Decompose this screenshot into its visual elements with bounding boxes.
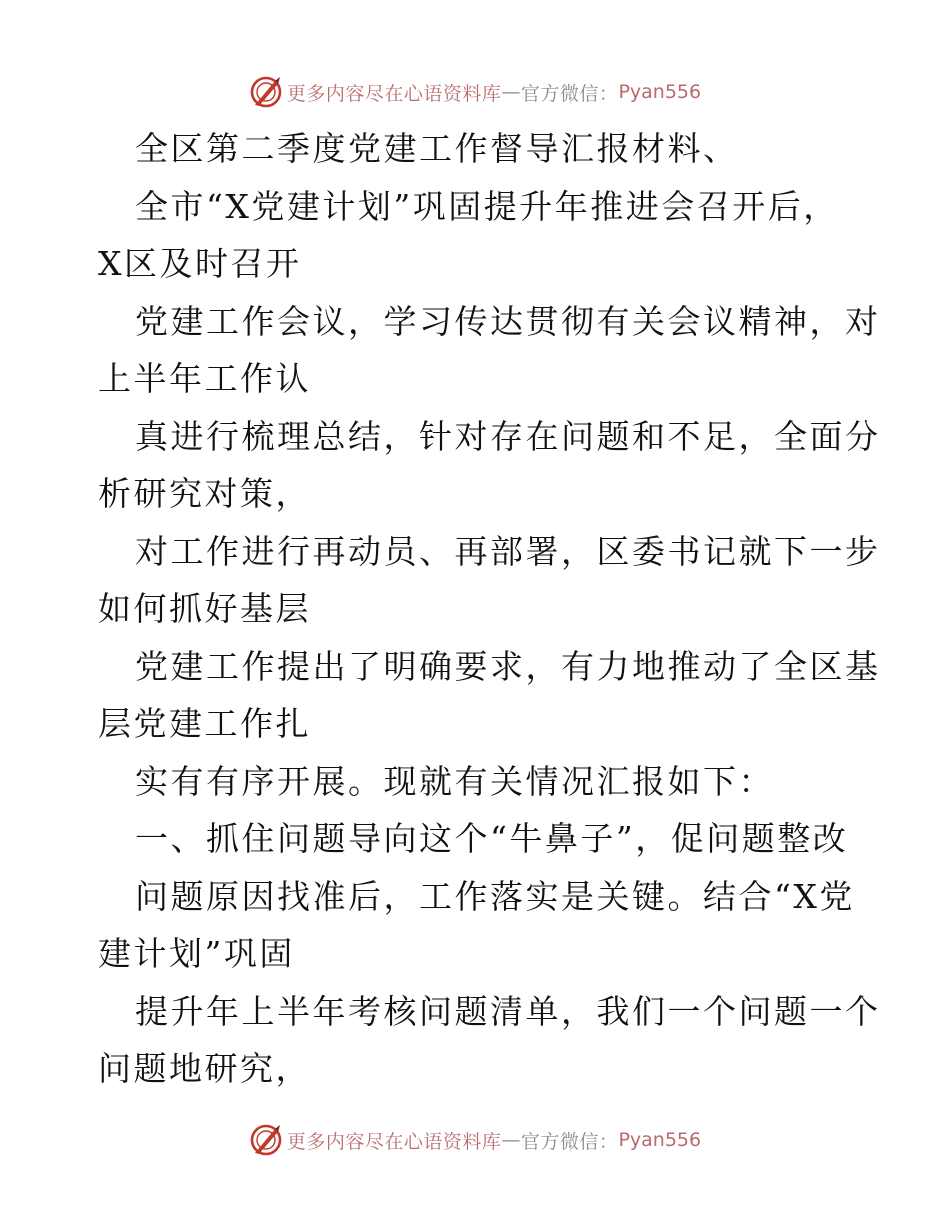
footer-banner (0, 1120, 950, 1160)
text-line: 上半年工作认 (98, 359, 311, 398)
text-line: 问题地研究， (98, 1049, 311, 1088)
header-banner (0, 72, 950, 112)
text-line: 建计划”巩固 (98, 934, 295, 973)
banner-site-name: 更多内容尽在心语资料库 (286, 1130, 502, 1153)
text-line: 实有有序开展。现就有关情况汇报如下： (135, 761, 774, 801)
text-line: 如何抓好基层 (98, 589, 311, 628)
quill-pen-logo-icon (249, 1123, 283, 1157)
banner-separator: — (501, 1129, 521, 1151)
document-body (98, 120, 881, 1098)
text-line: 对工作进行再动员、再部署，区委书记就下一步 (135, 531, 881, 571)
text-line: 提升年上半年考核问题清单，我们一个问题一个 (135, 991, 881, 1031)
text-line: 一、抓住问题导向这个“牛鼻子”，促问题整改 (135, 819, 849, 858)
banner-wechat-label: 官方微信： (520, 1130, 619, 1153)
text-line: 全区第二季度党建工作督导汇报材料、 (135, 129, 739, 168)
text-line: 全市“X党建计划”巩固提升年推进会召开后， (135, 186, 839, 226)
banner-separator: — (501, 81, 521, 103)
text-line: 问题原因找准后，工作落实是关键。结合“X党 (135, 876, 855, 916)
text-line: 党建工作会议，学习传达贯彻有关会议精神，对 (135, 301, 881, 341)
banner-wechat-id: Pyan556 (618, 81, 702, 103)
text-line: 党建工作提出了明确要求，有力地推动了全区基 (135, 646, 881, 686)
quill-pen-logo-icon (249, 75, 283, 109)
text-line: 析研究对策， (98, 474, 311, 513)
text-line: X区及时召开 (98, 244, 302, 283)
banner-site-name: 更多内容尽在心语资料库 (286, 82, 502, 105)
banner-wechat-id: Pyan556 (618, 1129, 702, 1151)
text-line: 层党建工作扎 (98, 704, 311, 743)
text-line: 真进行梳理总结，针对存在问题和不足，全面分 (135, 416, 881, 456)
banner-wechat-label: 官方微信： (520, 82, 619, 105)
